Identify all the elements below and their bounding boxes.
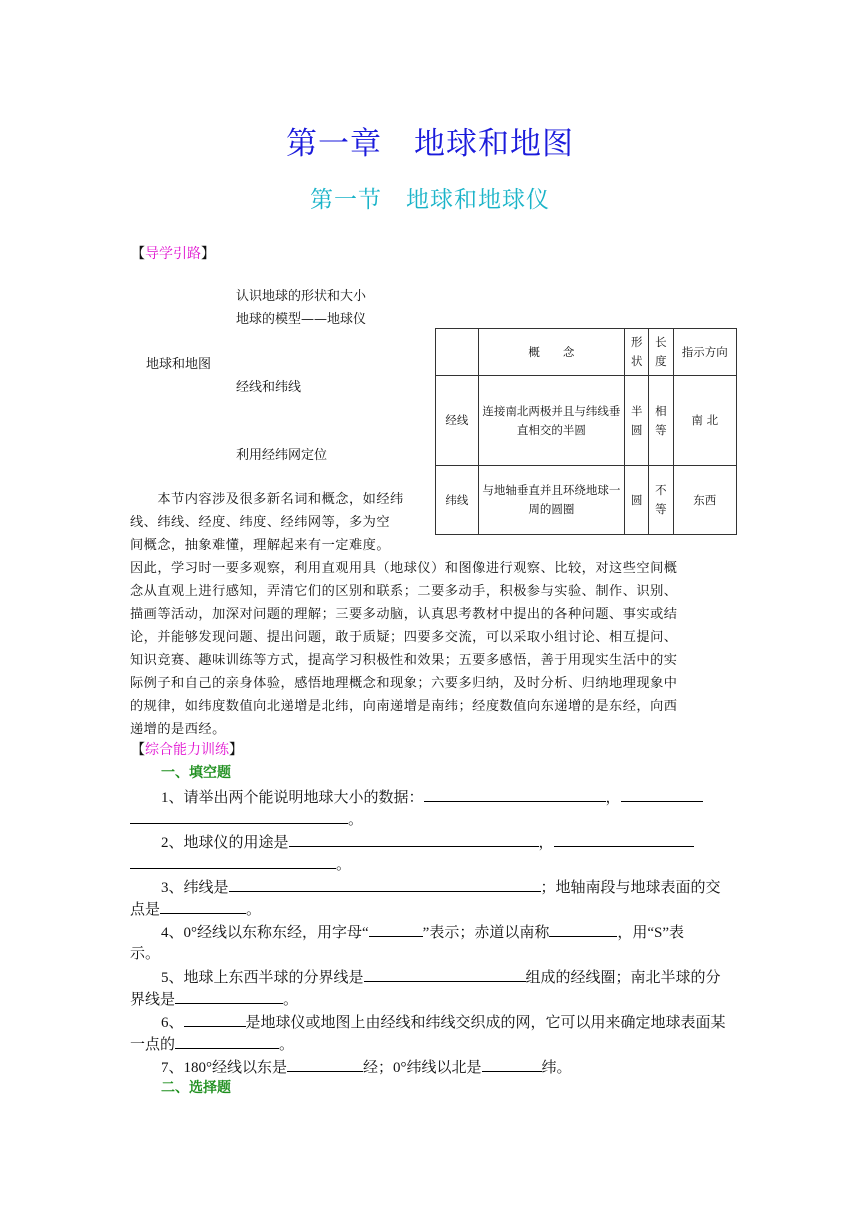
table-header-cell: 长度 xyxy=(649,329,673,376)
question-6-cont: 一点的 。 xyxy=(130,1032,294,1057)
answer-blank[interactable] xyxy=(130,852,336,869)
intro-line: 描画等活动，加深对问题的理解；三要多动脑，认真思考教材中提出的各种问题、事实或结 xyxy=(130,607,678,622)
answer-blank[interactable] xyxy=(424,785,606,802)
answer-blank[interactable] xyxy=(229,875,541,892)
table-cell-concept: 连接南北两极并且与纬线垂直相交的半圆 xyxy=(478,376,624,466)
answer-blank[interactable] xyxy=(369,920,423,937)
answer-blank[interactable] xyxy=(554,830,694,847)
training-heading: 【综合能力训练】 xyxy=(131,742,243,758)
outline-item: 地球的模型——地球仪 xyxy=(236,312,367,327)
answer-blank[interactable] xyxy=(549,920,617,937)
question-1: 1、请举出两个能说明地球大小的数据： ， xyxy=(161,785,703,810)
answer-blank[interactable] xyxy=(482,1055,542,1072)
table-cell-concept: 与地轴垂直并且环绕地球一周的圆圈 xyxy=(478,466,624,535)
question-6: 6、 是地球仪或地图上由经线和纬线交织成的网，它可以用来确定地球表面某 xyxy=(161,1010,726,1035)
answer-blank[interactable] xyxy=(287,1055,363,1072)
question-5-cont: 界线是 。 xyxy=(130,987,298,1012)
question-5: 5、地球上东西半球的分界线是 组成的经线圈；南北半球的分 xyxy=(161,965,721,990)
concept-table xyxy=(435,328,737,535)
answer-blank[interactable] xyxy=(184,1010,246,1027)
intro-line: 知识竞赛、趣味训练等方式，提高学习积极性和效果；五要多感悟，善于用现实生活中的实 xyxy=(130,653,678,668)
outline-item: 经线和纬线 xyxy=(236,380,302,395)
guide-label: 导学引路 xyxy=(145,246,201,262)
question-7: 7、180°经线以东是 经；0°纬线以北是 纬。 xyxy=(161,1055,572,1080)
table-cell-name: 经线 xyxy=(436,376,479,466)
guide-heading: 【导学引路】 xyxy=(131,246,215,262)
intro-line: 本节内容涉及很多新名词和概念，如经纬 xyxy=(130,492,404,507)
answer-blank[interactable] xyxy=(621,785,703,802)
question-2: 2、地球仪的用途是 ， xyxy=(161,830,694,855)
intro-line: 念从直观上进行感知，弄清它们的区别和联系；二要多动手，积极参与实验、制作、识别、 xyxy=(130,584,678,599)
outline-item: 认识地球的形状和大小 xyxy=(236,289,367,304)
table-header-cell: 指示方向 xyxy=(673,329,736,376)
section-title: 第一节 地球和地球仪 xyxy=(310,187,550,213)
outline-item: 利用经纬网定位 xyxy=(236,448,328,463)
question-2-cont: 。 xyxy=(130,852,351,877)
intro-line: 论，并能够发现问题、提出问题，敢于质疑；四要多交流，可以采取小组讨论、相互提问、 xyxy=(130,630,678,645)
question-3: 3、纬线是 ；地轴南段与地球表面的交 xyxy=(161,875,721,900)
answer-blank[interactable] xyxy=(160,897,246,914)
answer-blank[interactable] xyxy=(289,830,539,847)
question-4: 4、0°经线以东称东经，用字母“ ”表示；赤道以南称 ，用“S”表 xyxy=(161,920,684,945)
question-4-cont: 示。 xyxy=(130,946,161,962)
table-cell-direction: 东西 xyxy=(673,466,736,535)
question-1-cont: 。 xyxy=(130,807,363,832)
chapter-title: 第一章 地球和地图 xyxy=(286,126,574,162)
table-header-cell xyxy=(436,329,479,376)
table-cell-direction: 南 北 xyxy=(673,376,736,466)
answer-blank[interactable] xyxy=(175,987,283,1004)
table-row xyxy=(436,376,737,466)
intro-line: 递增的是西经。 xyxy=(130,722,226,737)
table-row xyxy=(436,466,737,535)
intro-line: 际例子和自己的亲身体验，感悟地理概念和现象；六要多归纳，及时分析、归纳地理现象中 xyxy=(130,676,678,691)
table-header-cell: 概 念 xyxy=(478,329,624,376)
table-cell-length: 相等 xyxy=(649,376,673,466)
table-cell-name: 纬线 xyxy=(436,466,479,535)
question-3-cont: 点是 。 xyxy=(130,897,261,922)
intro-line: 的规律，如纬度数值向北递增是北纬，向南递增是南纬；经度数值向东递增的是东经，向西 xyxy=(130,699,678,714)
outline-root: 地球和地图 xyxy=(146,357,212,372)
answer-blank[interactable] xyxy=(364,965,526,982)
answer-blank[interactable] xyxy=(175,1032,279,1049)
table-cell-length: 不等 xyxy=(649,466,673,535)
table-header-row xyxy=(436,329,737,376)
intro-line: 因此，学习时一要多观察，利用直观用具（地球仪）和图像进行观察、比较，对这些空间概 xyxy=(130,561,678,576)
intro-line: 间概念，抽象难懂，理解起来有一定难度。 xyxy=(130,538,391,553)
intro-line: 线、纬线、经度、纬度、经纬网等，多为空 xyxy=(130,515,391,530)
training-label: 综合能力训练 xyxy=(145,742,229,758)
choice-heading: 二、选择题 xyxy=(161,1080,231,1096)
answer-blank[interactable] xyxy=(130,807,348,824)
table-cell-shape: 圆 xyxy=(625,466,649,535)
table-cell-shape: 半圆 xyxy=(625,376,649,466)
fill-blank-heading: 一、填空题 xyxy=(161,765,231,781)
table-header-cell: 形状 xyxy=(625,329,649,376)
